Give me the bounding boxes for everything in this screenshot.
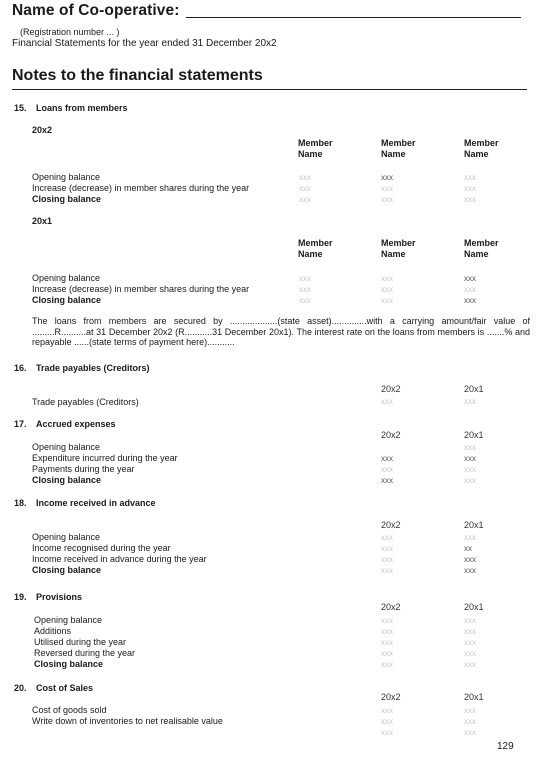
n18-r3-c0: xxx <box>381 566 393 575</box>
member-name-col-1: Member Name <box>298 138 333 159</box>
n15a-increase-label: Increase (decrease) in member shares during the year <box>32 183 250 193</box>
n20-total-c1: xxx <box>464 728 476 737</box>
n15b-r1-c1: xxx <box>381 285 393 294</box>
n15b-closing-label: Closing balance <box>32 295 102 305</box>
n19-r4-c1: xxx <box>464 660 476 669</box>
n15a-r1-c2: xxx <box>464 184 476 193</box>
n19-reversed-label: Reversed during the year <box>34 648 136 658</box>
n19-r1-c1: xxx <box>464 627 476 636</box>
n15b-r2-c0: xxx <box>299 296 311 305</box>
member-name-col-3b: Member Name <box>464 238 499 259</box>
n18-r0-c1: xxx <box>464 533 476 542</box>
n17-r2-c1: xxx <box>464 465 476 474</box>
n17-payments-label: Payments during the year <box>32 464 135 474</box>
n20-writedown-label: Write down of inventories to net realisable value <box>32 716 223 726</box>
n18-r0-c0: xxx <box>381 533 393 542</box>
n17-r3-c0: xxx <box>381 476 393 485</box>
n19-r0-c0: xxx <box>381 616 393 625</box>
n20-r1-c0: xxx <box>381 717 393 726</box>
coop-name-label: Name of Co-operative: <box>12 2 180 19</box>
n19-opening-label: Opening balance <box>34 615 103 625</box>
member-name-col-3: Member Name <box>464 138 499 159</box>
page-number: 129 <box>497 741 514 752</box>
n19-additions-label: Additions <box>34 626 72 636</box>
member-name-col-2: Member Name <box>381 138 416 159</box>
n19-r0-c1: xxx <box>464 616 476 625</box>
n19-r2-c0: xxx <box>381 638 393 647</box>
note-16-heading: 16. Trade payables (Creditors) <box>14 363 150 373</box>
n18-opening-label: Opening balance <box>32 532 101 542</box>
financial-statements-title: Financial Statements for the year ended 31 December 20x2 <box>12 38 277 49</box>
notes-title: Notes to the financial statements <box>12 67 263 84</box>
n20-year-col-1: 20x2 <box>381 692 401 702</box>
n15b-r0-c2: xxx <box>464 274 476 283</box>
n16-r0-c1: xxx <box>464 397 476 406</box>
n18-received-label: Income received in advance during the year <box>32 554 207 564</box>
n18-r1-c1: xx <box>464 544 472 553</box>
n15b-r0-c0: xxx <box>299 274 311 283</box>
note-17-heading: 17. Accrued expenses <box>14 419 116 429</box>
note-20-heading: 20. Cost of Sales <box>14 683 94 693</box>
note-15-loan-terms-paragraph: The loans from members are secured by ...................(state asset)..............with a carrying amount/fair value of .........R..........at 31 December 20x2 (R...........31 December 20x1). The interest rate on the loans from members is .......% and repayable ......(state terms of payment here)........... <box>32 316 530 348</box>
n20-cogs-label: Cost of goods sold <box>32 705 107 715</box>
n15a-r2-c1: xxx <box>381 195 393 204</box>
n15b-r2-c1: xxx <box>381 296 393 305</box>
n17-opening-label: Opening balance <box>32 442 101 452</box>
n17-year-col-2: 20x1 <box>464 430 484 440</box>
n15a-closing-label: Closing balance <box>32 194 102 204</box>
member-name-col-1b: Member Name <box>298 238 333 259</box>
n20-r0-c1: xxx <box>464 706 476 715</box>
n15b-r0-c1: xxx <box>381 274 393 283</box>
n15a-r1-c0: xxx <box>299 184 311 193</box>
n17-r3-c1: xxx <box>464 476 476 485</box>
n15a-r1-c1: xxx <box>381 184 393 193</box>
n19-closing-label: Closing balance <box>34 659 104 669</box>
n17-closing-label: Closing balance <box>32 475 102 485</box>
n18-year-col-1: 20x2 <box>381 520 401 530</box>
n19-r1-c0: xxx <box>381 627 393 636</box>
registration-number: (Registration number ... ) <box>20 27 120 37</box>
n20-r0-c0: xxx <box>381 706 393 715</box>
n19-year-col-1: 20x2 <box>381 602 401 612</box>
note-18-heading: 18. Income received in advance <box>14 498 156 508</box>
note-19-heading: 19. Provisions <box>14 592 83 602</box>
n15b-opening-label: Opening balance <box>32 273 101 283</box>
n19-r3-c1: xxx <box>464 649 476 658</box>
n15b-r2-c2: xxx <box>464 296 476 305</box>
n20-total-c0: xxx <box>381 728 393 737</box>
n17-r1-c0: xxx <box>381 454 393 463</box>
n16-r0-c0: xxx <box>381 397 393 406</box>
coop-name-blank-line <box>186 17 521 18</box>
n18-r2-c1: xxx <box>464 555 476 564</box>
n16-year-col-1: 20x2 <box>381 384 401 394</box>
note-15-heading: 15. Loans from members <box>14 103 128 113</box>
notes-title-rule <box>12 89 527 90</box>
n18-closing-label: Closing balance <box>32 565 102 575</box>
n17-r2-c0: xxx <box>381 465 393 474</box>
n18-recognised-label: Income recognised during the year <box>32 543 171 553</box>
n19-r4-c0: xxx <box>381 660 393 669</box>
n17-r1-c1: xxx <box>464 454 476 463</box>
n19-r3-c0: xxx <box>381 649 393 658</box>
n18-r1-c0: xxx <box>381 544 393 553</box>
n18-r2-c0: xxx <box>381 555 393 564</box>
n15b-r1-c2: xxx <box>464 285 476 294</box>
n15a-r0-c0: xxx <box>299 173 311 182</box>
n15a-r0-c2: xxx <box>464 173 476 182</box>
n15a-opening-label: Opening balance <box>32 172 101 182</box>
n17-year-col-1: 20x2 <box>381 430 401 440</box>
n15a-r2-c2: xxx <box>464 195 476 204</box>
n16-trade-payables-label: Trade payables (Creditors) <box>32 397 139 407</box>
n19-r2-c1: xxx <box>464 638 476 647</box>
n19-utilised-label: Utilised during the year <box>34 637 127 647</box>
n20-year-col-2: 20x1 <box>464 692 484 702</box>
n15b-increase-label: Increase (decrease) in member shares during the year <box>32 284 250 294</box>
n18-r3-c1: xxx <box>464 566 476 575</box>
n20-r1-c1: xxx <box>464 717 476 726</box>
n18-year-col-2: 20x1 <box>464 520 484 530</box>
n16-year-col-2: 20x1 <box>464 384 484 394</box>
n17-expenditure-label: Expenditure incurred during the year <box>32 453 178 463</box>
n15a-r2-c0: xxx <box>299 195 311 204</box>
note-15-year-2-heading: 20x2 <box>32 125 53 135</box>
n15a-r0-c1: xxx <box>381 173 393 182</box>
note-15-year-1-heading: 20x1 <box>32 216 53 226</box>
n17-r0-c1: xxx <box>464 443 476 452</box>
member-name-col-2b: Member Name <box>381 238 416 259</box>
n15b-r1-c0: xxx <box>299 285 311 294</box>
n19-year-col-2: 20x1 <box>464 602 484 612</box>
